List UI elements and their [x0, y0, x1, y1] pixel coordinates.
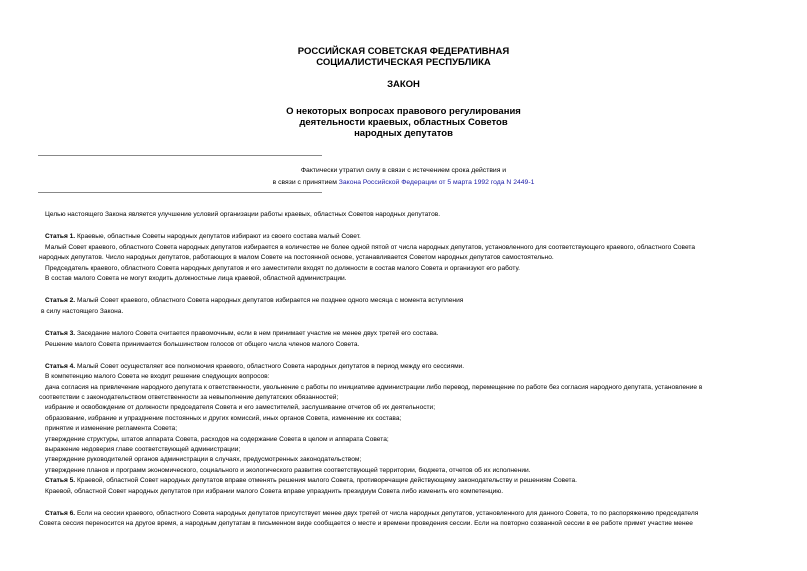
status-note-line1: Фактически утратил силу в связи с истечением срока действия и — [300, 167, 507, 174]
list-item: выражение недоверия главе соответствующей администрации; — [45, 446, 241, 454]
bottom-divider — [38, 192, 322, 193]
list-item: дача согласия на привлечение народного депутата к ответственности, увольнение с работы по инициативе администрации либо перевод, перемещение по работе без согласия народного депутата, установление в — [45, 383, 703, 391]
list-item-cont: соответствии с законодательством ответственности за невыполнение депутатских обязанностей; — [39, 394, 339, 402]
article-4-paragraph: В компетенцию малого Совета не входит решение следующих вопросов: — [45, 373, 270, 381]
article-3: Статья 3. Заседание малого Совета считается правомочным, если в нем принимает участие не менее двух третей его состава. — [45, 330, 439, 338]
law-heading: ЗАКОН — [387, 79, 420, 90]
article-5-paragraph: Краевой, областной Совет народных депутатов при избрании малого Совета вправе упразднить президиум Совета либо изменить его компетенцию. — [45, 487, 504, 495]
list-item: утверждение планов и программ экономического, социального и экологического развития соответствующей территории, бюджета, отчетов об их исполнении. — [45, 466, 531, 474]
list-item: утверждение структуры, штатов аппарата Совета, расходов на содержание Совета в целом и аппарата Совета; — [45, 435, 389, 443]
republic-heading-line2: СОЦИАЛИСТИЧЕСКАЯ РЕСПУБЛИКА — [316, 57, 491, 68]
status-note-line2 — [200, 177, 607, 188]
list-item: избрание и освобождение от должности председателя Совета и его заместителей, заслушивание отчетов об их деятельности; — [45, 404, 436, 412]
article-2-cont: в силу настоящего Закона. — [41, 307, 124, 315]
article-5: Статья 5. Краевой, областной Совет народных депутатов вправе отменять решения малого Совета, противоречащие действующему законодательству и решениям Совета. — [45, 477, 577, 485]
article-4-label: Статья 4. — [45, 362, 76, 370]
article-5-label: Статья 5. — [45, 477, 76, 485]
article-3-label: Статья 3. — [45, 330, 76, 338]
article-2-label: Статья 2. — [45, 297, 76, 305]
article-1-paragraph: В состав малого Совета не могут входить должностные лица краевой, областной администрации. — [45, 274, 347, 282]
top-divider — [38, 155, 322, 156]
article-6-label: Статья 6. — [45, 509, 76, 517]
list-item: утверждение руководителей органов администрации в случаях, предусмотренных законодательством; — [45, 456, 362, 464]
document-title-line1: О некоторых вопросах правового регулирования — [286, 106, 521, 117]
article-1-paragraph: Председатель краевого, областного Совета народных депутатов и его заместители входят по должности в состав малого Совета и организуют его работу. — [45, 264, 520, 272]
document-body — [39, 210, 769, 530]
document-title-line3: народных депутатов — [354, 128, 453, 139]
republic-heading — [0, 46, 807, 68]
article-6-cont: Совета сессия переносится на другое время, а народным депутатам в письменном виде сообщается о месте и времени проведения сессии. Если на повторно созванной сессии в ее работе примет участие менее — [39, 520, 693, 528]
article-2: Статья 2. Малый Совет краевого, областного Совета народных депутатов избирается не позднее одного месяца с момента вступления — [45, 297, 464, 305]
republic-heading-line1: РОССИЙСКАЯ СОВЕТСКАЯ ФЕДЕРАТИВНАЯ — [297, 46, 510, 57]
list-item: принятие и изменение регламента Совета; — [45, 425, 178, 433]
article-6: Статья 6. Если на сессии краевого, областного Совета народных депутатов присутствует менее двух третей от числа народных депутатов, установленного для данного Совета, то по распоряжению председателя — [45, 509, 699, 517]
article-1-label: Статья 1. — [45, 233, 76, 241]
article-1: Статья 1. Краевые, областные Советы народных депутатов избирают из своего состава малый Совет. — [45, 233, 361, 241]
article-4: Статья 4. Малый Совет осуществляет все полномочия краевого, областного Совета народных депутатов в период между его сессиями. — [45, 362, 465, 370]
preamble: Целью настоящего Закона является улучшение условий организации работы краевых, областных Советов народных депутатов. — [45, 211, 441, 218]
status-note-prefix: в связи с принятием — [272, 179, 339, 186]
document-title — [0, 106, 807, 139]
article-1-paragraph: Малый Совет краевого, областного Совета народных депутатов избирается в количестве не более одной пятой от числа народных депутатов, установленного для соответствующего краевого, областного Совета — [45, 243, 696, 251]
article-3-paragraph: Решение малого Совета принимается большинством голосов от общего числа членов малого Совета. — [45, 340, 360, 348]
article-1-paragraph-cont: народных депутатов. Число народных депутатов, работающих в малом Совете на постоянной основе, устанавливается Советом народных депутатов самостоятельно. — [39, 254, 554, 262]
list-item: образование, избрание и упразднение постоянных и других комиссий, иных органов Совета, изменение их состава; — [45, 414, 402, 422]
repeal-law-link[interactable]: Закона Российской Федерации от 5 марта 1992 года N 2449-1 — [338, 179, 535, 186]
document-title-line2: деятельности краевых, областных Советов — [299, 117, 508, 128]
